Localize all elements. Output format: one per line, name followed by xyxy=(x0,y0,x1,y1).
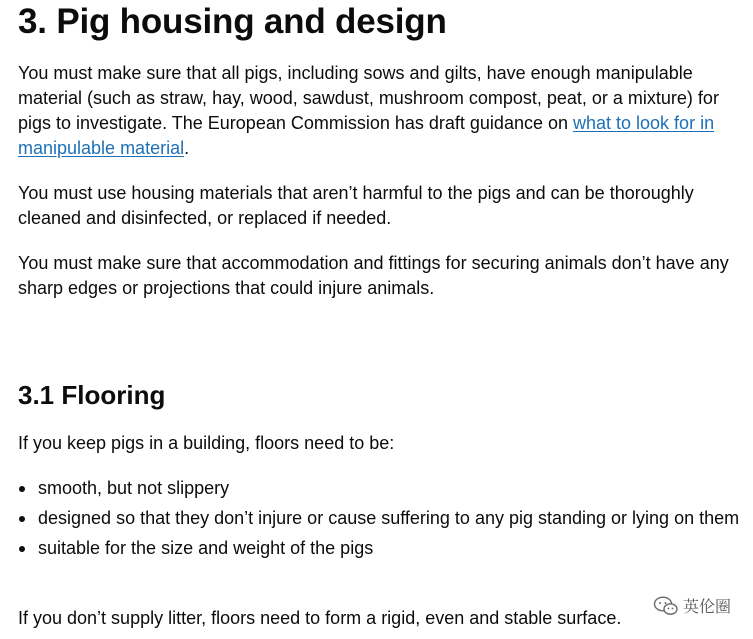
list-item-text: smooth, but not slippery xyxy=(38,478,230,498)
flooring-intro: If you keep pigs in a building, floors need to be: xyxy=(18,433,395,453)
manipulable-material-guidance-link[interactable]: what to look for in manipulable material xyxy=(18,113,715,158)
bullet-dot xyxy=(19,486,25,492)
bullet-dot xyxy=(19,546,25,552)
page-title: 3. Pig housing and design xyxy=(18,2,447,41)
list-item-text: designed so that they don’t injure or cause suffering to any pig standing or lying on them xyxy=(38,508,740,528)
watermark-text: 英伦圈 xyxy=(682,597,731,616)
bullet-dot xyxy=(19,516,25,522)
housing-materials-paragraph: You must use housing materials that aren’t harmful to the pigs and can be thoroughly cleaned and disinfected, or replaced if needed. xyxy=(18,183,694,228)
list-item xyxy=(18,506,740,531)
manipulable-material-paragraph xyxy=(18,61,740,161)
sharp-edges-paragraph: You must make sure that accommodation and fittings for securing animals don’t have any sharp edges or projections that could injure animals. xyxy=(18,253,729,298)
wechat-icon xyxy=(653,596,679,616)
litter-paragraph: If you don’t supply litter, floors need to form a rigid, even and stable surface. xyxy=(18,608,622,628)
paragraph-text-end: . xyxy=(184,138,190,158)
list-item-text: suitable for the size and weight of the pigs xyxy=(38,538,374,558)
flooring-heading: 3.1 Flooring xyxy=(18,380,166,410)
list-item xyxy=(18,476,740,501)
watermark xyxy=(653,594,731,617)
paragraph-text: You must make sure that all pigs, including sows and gilts, have enough manipulable material (such as straw, hay, wood, sawdust, mushroom compost, peat, or a mixture) for pigs to investigate. The European Commission has draft guidance on xyxy=(18,63,719,133)
flooring-requirements-list xyxy=(18,476,740,566)
list-item xyxy=(18,536,740,561)
